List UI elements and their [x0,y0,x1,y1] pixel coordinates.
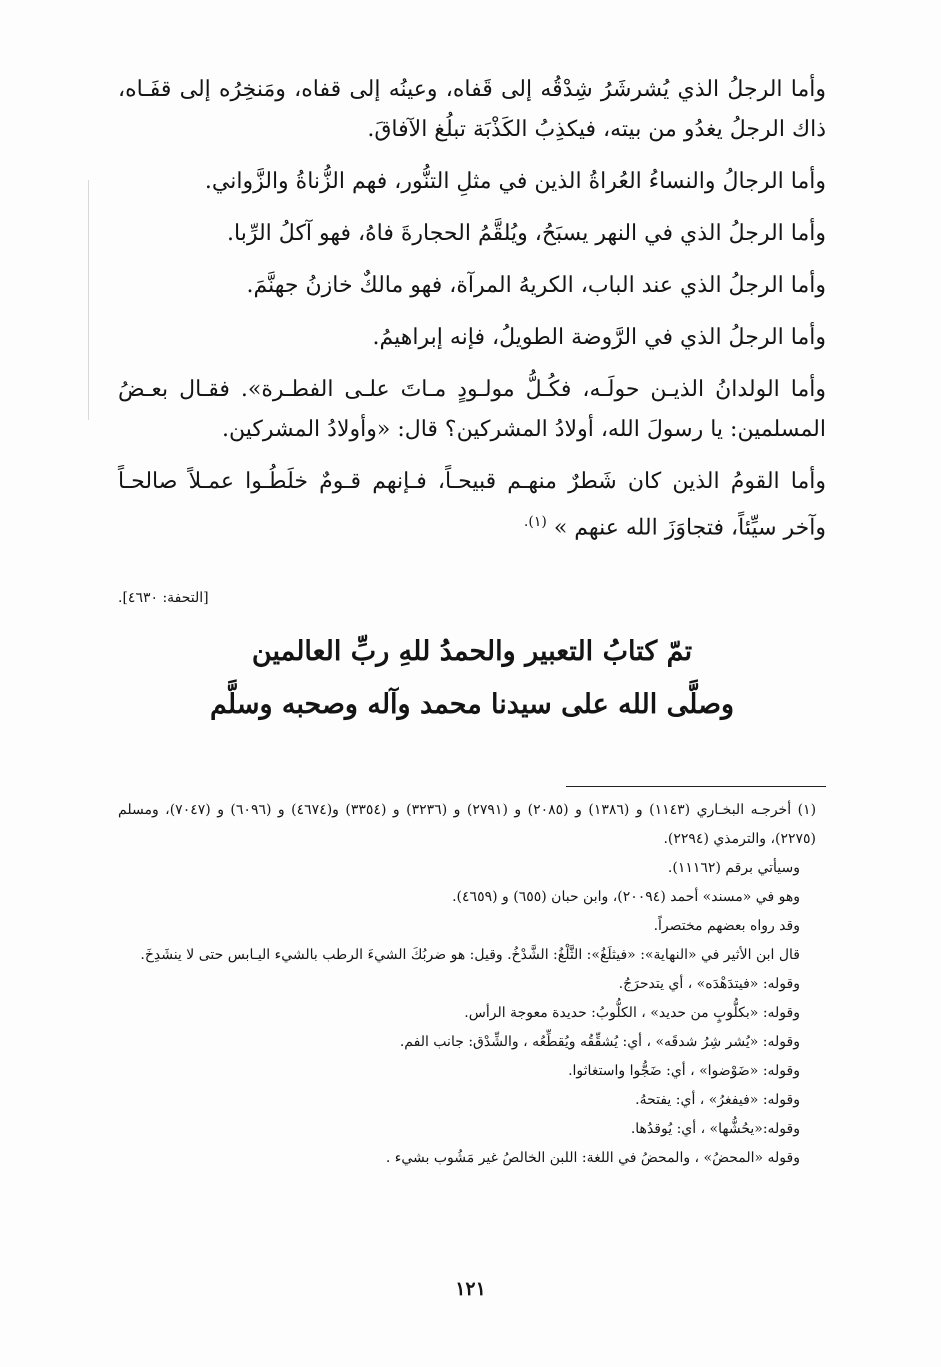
footnote-line: قال ابن الأثير في «النهاية»: «فيثلَغُ»: الثَّلْغُ: الشَّدْخُ. وقيل: هو ضربُكَ الشيءَ الرطب بالشيء اليـابس حتى لا ينشَدِخَ. [140,947,800,963]
paragraph: وأما الرجلُ الذي عند الباب، الكريهُ المرآة، فهو مالكٌ خازنُ جهنَّمَ. [246,273,826,298]
footnote-reference[interactable]: (١). [523,514,547,530]
closing-colophon [118,625,826,731]
colophon-line-1: تمّ كتابُ التعبير والحمدُ للهِ ربِّ العالمين [251,636,693,667]
footnote-line: وسيأتي برقم (١١١٦٢). [667,860,800,876]
footnote-line: وقوله: «يُشر شِرُ شدقَه» ، أي: يُشقِّقُه ويُقطِّعُه ، والشِّدْق: جانب الفم. [399,1034,800,1050]
paragraph-text: وأما القومُ الذين كان شَطرٌ منهـم قبيحـاً، فـإنهم قـومٌ خلَطُـوا عمـلاً صالحـاً وآخر سيِّئاً، فتجاوَزَ الله عنهم » [118,469,826,541]
footnote-line: (١) أخرجـه البخـاري (١١٤٣) و (١٣٨٦) و (٢٠٨٥) و (٢٧٩١) و (٣٢٣٦) و (٣٣٥٤) و(٤٦٧٤) و (٦٠٩٦) و (٧٠٤٧)، ومسلم (٢٢٧٥)، والترمذي (٢٢٩٤). [118,802,817,847]
margin-line [88,180,89,420]
footnote-separator [566,786,826,787]
footnote-line: وقوله «المحضُ» ، والمحضُ في اللغة: اللبن الخالصُ غير مَشُوب بشيء . [385,1150,800,1166]
footnote-line: وقوله:«يحُشُّها» ، أي: يُوقدُها. [630,1121,800,1137]
paragraph-last [118,462,826,548]
page-number: ١٢١ [455,1278,486,1300]
footnotes [118,796,826,1173]
footnote-line: وقوله: «فيتدَهْدَه» ، أي يتدحرَجُ. [618,976,800,992]
paragraph: وأما الرجالُ والنساءُ العُراةُ الذين في مثلِ التنُّور، فهم الزُّناةُ والزَّواني. [204,169,826,194]
main-text [118,70,826,548]
source-note: [التحفة: ٤٦٣٠]. [118,590,209,606]
paragraph: وأما الرجلُ الذي في الرَّوضة الطويلُ، فإنه إبراهيمُ. [372,325,826,350]
paragraph: وأما الرجلُ الذي يُشرشَرُ شِدْقُه إلى قَفاه، وعينُه إلى قفاه، ومَنخِرُه إلى قفَـاه، ذاك الرجلُ يغدُو من بيته، فيكذِبُ الكَذْبَة تبلُغ الآفاقَ. [118,77,826,142]
footnote-line: وهو في «مسند» أحمد (٢٠٠٩٤)، وابن حبان (٦٥٥) و (٤٦٥٩). [452,889,800,905]
paragraph: وأما الرجلُ الذي في النهر يسبَحُ، ويُلقَّمُ الحجارةَ فاهُ، فهو آكلُ الرِّبا. [227,221,826,246]
colophon-line-2: وصلَّى الله على سيدنا محمد وآله وصحبه وسلَّم [209,689,735,720]
footnote-line: وقوله: «ضَوْضوا» ، أي: ضَجُّوا واستغاثوا. [568,1063,800,1079]
footnote-line: وقد رواه بعضهم مختصراً. [653,918,800,934]
footnote-line: وقوله: «بكلُّوبٍ من حديد» ، الكلُّوبُ: حديدة معوجة الرأس. [464,1005,800,1021]
paragraph: وأما الولدانُ الذيـن حولَـه، فكُـلُّ مولـودٍ مـاتَ علـى الفطـرة». فقـال بعـضُ المسلمين: يا رسولَ الله، أولادُ المشركين؟ قال: «وأولادُ المشركين. [118,377,826,442]
footnote-line: وقوله: «فيفغرُ» ، أي: يفتحهُ. [635,1092,800,1108]
